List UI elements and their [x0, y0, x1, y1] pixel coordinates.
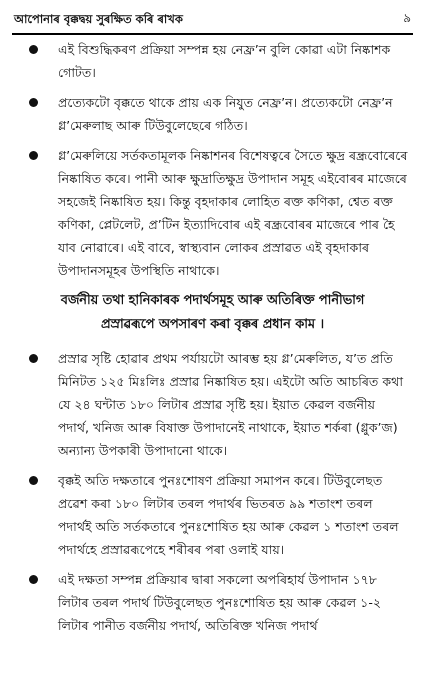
bullet-item [0, 144, 425, 282]
bullet-icon [29, 98, 38, 107]
bullet-text: প্ৰস্ৰাৱ সৃষ্টি হোৱাৰ প্ৰথম পৰ্যায়টো আৰম্ভ হয় গ্ল’মেৰুলিত, য’ত প্ৰতি মিনিটত ১২৫ মিঃলিঃ প্ৰস্ৰাৱ নিষ্কাষিত হয়। এইটো অতি আচৰিত কথা যে ২৪ ঘন্টাত ১৮০ লিটাৰ প্ৰস্ৰাৱ সৃষ্টি হয়। ইয়াত কেৱল বৰ্জনীয় পদাৰ্থ, খনিজ আৰু বিষাক্ত উপাদানেই নাথাকে, ইয়াত শৰ্কৰা (গ্লুক’জ) অন্যান্য উপকাৰী উপাদানো থাকে। [58, 351, 403, 458]
section-heading-line-1: বৰ্জনীয় তথা হানিকাৰক পদাৰ্থসমূহ আৰু অতিৰিক্ত পানীভাগ [60, 293, 365, 308]
bullet-text: প্ৰত্যেকটো বৃক্কতে থাকে প্ৰায় এক নিযুত নেফ্ৰ’ন। প্ৰত্যেকটো নেফ্ৰ’ন গ্ল’মেৰুলাছ আৰু টিউবুলেছেৰে গঠিত। [58, 95, 393, 133]
section-heading [0, 289, 425, 337]
section-heading-line-2: প্ৰস্ৰাৱৰূপে অপসাৰণ কৰা বৃক্কৰ প্ৰধান কাম । [100, 317, 325, 332]
bullet-text: এই দক্ষতা সম্পন্ন প্ৰক্ৰিয়াৰ দ্বাৰা সকলো অপৰিহাৰ্য উপাদান ১৭৮ লিটাৰ তৰল পদাৰ্থ টিউবুলেছত পুনঃশোষিত হয় আৰু কেৱল ১-২ লিটাৰ পানীত বৰ্জনীয় পদাৰ্থ, অতিৰিক্ত খনিজ পদাৰ্থ [58, 572, 382, 633]
bullet-text: বৃক্কই অতি দক্ষতাৰে পুনঃশোষণ প্ৰক্ৰিয়া সমাপন কৰে। টিউবুলেছত প্ৰৱেশ কৰা ১৮০ লিটাৰ তৰল পদাৰ্থৰ ভিতৰত ৯৯ শতাংশ তৰল পদাৰ্থই অতি সৰ্তকতাৰে পুনঃশোষিত হয় আৰু কেৱল ১ শতাংশ তৰল পদাৰ্থহে প্ৰস্ৰাৱৰূপেহে শৰীৰৰ পৰা ওলাই যায়। [58, 473, 399, 557]
page-number: ৯ [403, 11, 411, 25]
bullet-item [0, 38, 425, 84]
bullet-item [0, 91, 425, 137]
bullet-item [0, 469, 425, 561]
bullet-icon [29, 151, 38, 160]
bullet-text: এই বিশুদ্ধিকৰণ প্ৰক্ৰিয়া সম্পন্ন হয় নেফ্ৰ’ন বুলি কোৱা এটা নিষ্কাশক গোটত। [58, 42, 391, 80]
page-content [0, 38, 425, 644]
bullet-item [0, 347, 425, 462]
running-header [14, 8, 411, 30]
bullet-text: গ্ল’মেৰুলিয়ে সৰ্তকতামূলক নিষ্কাশনৰ বিশেষত্বৰে সৈতে ক্ষুদ্ৰ ৰন্ধ্ৰবোৰেৰে নিষ্কাষিত কৰে। পানী আৰু ক্ষুদ্ৰাতিক্ষুদ্ৰ উপাদান সমূহ এইবোৰৰ মাজেৰে সহজেই নিষ্কাষিত হয়। কিন্তু বৃহদাকাৰ লোহিত ৰক্ত কণিকা, শ্বেত ৰক্ত কণিকা, প্লেটলেট, প্ৰ’টিন ইত্যাদিবোৰ এই ৰন্ধ্ৰবোৰৰ মাজেৰে পাৰ হৈ যাব নোৱাৰে। এই বাবে, স্বাস্থ্যবান লোকৰ প্ৰস্ৰাৱত এই বৃহদাকাৰ উপাদানসমূহৰ উপস্থিতি নাথাকে। [58, 148, 408, 278]
header-title: আপোনাৰ বৃক্কদ্বয় সুৰক্ষিত কৰি ৰাখক [14, 12, 183, 26]
header-rule [12, 33, 413, 35]
bullet-icon [29, 575, 38, 584]
bullet-icon [29, 45, 38, 54]
bullet-icon [29, 354, 38, 363]
bullet-item [0, 568, 425, 637]
bullet-icon [29, 476, 38, 485]
